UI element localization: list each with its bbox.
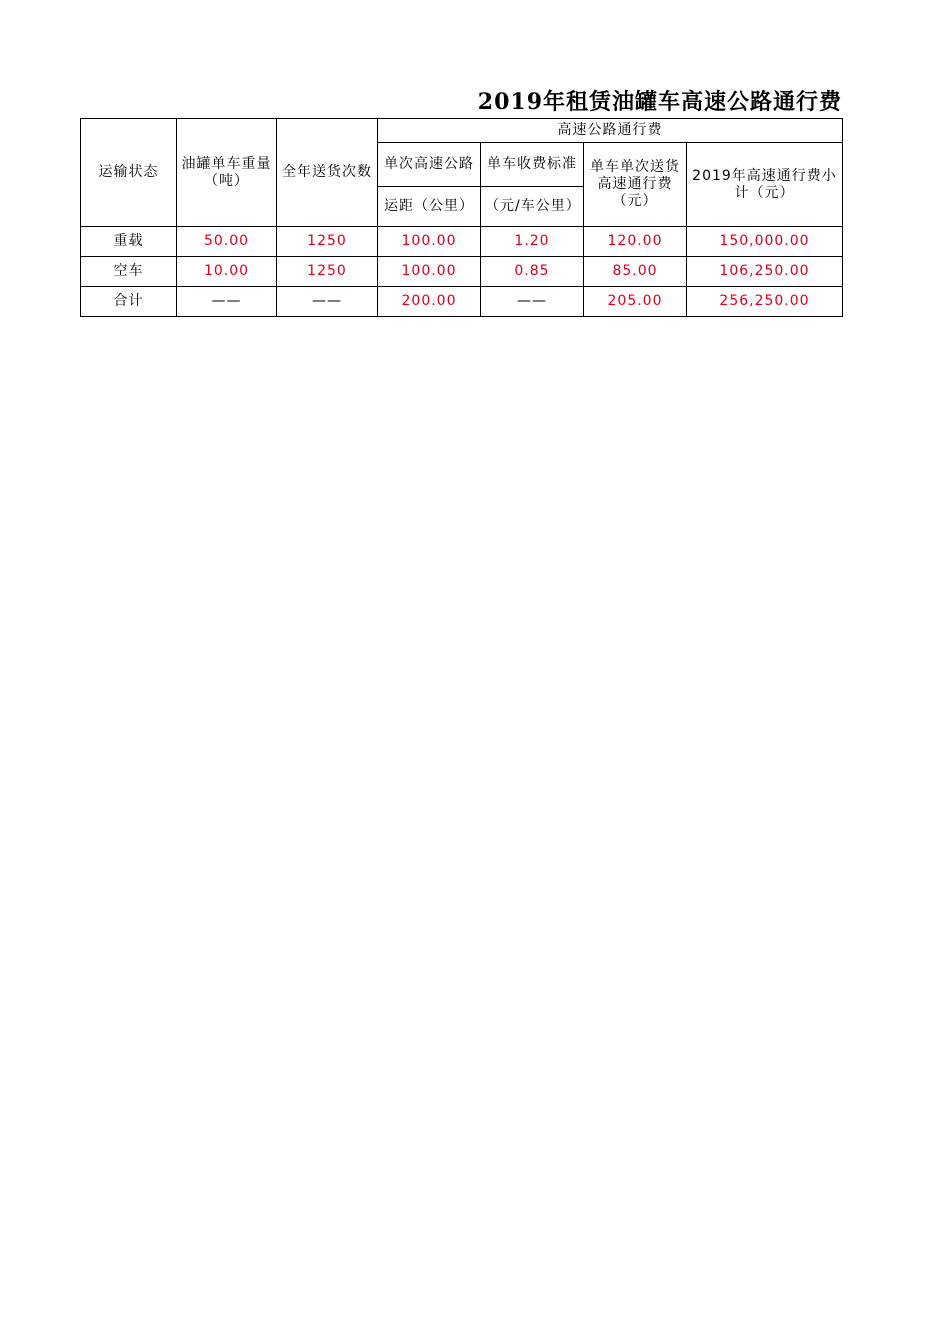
header-subtotal: 2019年高速通行费小计（元） [687,143,843,227]
header-status: 运输状态 [81,119,177,227]
cell-trips: 1250 [277,257,378,287]
cell-distance: 200.00 [378,287,481,317]
cell-single-fee: 120.00 [584,227,687,257]
cell-weight: 50.00 [177,227,277,257]
cell-subtotal: 150,000.00 [687,227,843,257]
toll-fee-table [80,118,843,317]
cell-weight: —— [177,287,277,317]
cell-distance: 100.00 [378,257,481,287]
table-row [81,227,843,257]
header-weight: 油罐单车重量（吨） [177,119,277,227]
cell-status: 合计 [81,287,177,317]
document-title: 2019年租赁油罐车高速公路通行费 [477,89,842,115]
cell-trips: —— [277,287,378,317]
header-row-group [81,119,843,143]
cell-weight: 10.00 [177,257,277,287]
cell-trips: 1250 [277,227,378,257]
header-rate-line1: 单车收费标准 [481,143,584,187]
table-row [81,257,843,287]
cell-rate: 0.85 [481,257,584,287]
cell-single-fee: 85.00 [584,257,687,287]
cell-status: 重载 [81,227,177,257]
cell-rate: —— [481,287,584,317]
cell-single-fee: 205.00 [584,287,687,317]
header-toll-group: 高速公路通行费 [378,119,843,143]
header-distance-line1: 单次高速公路 [378,143,481,187]
table-row-total [81,287,843,317]
header-trips: 全年送货次数 [277,119,378,227]
cell-status: 空车 [81,257,177,287]
header-single-fee: 单车单次送货高速通行费（元） [584,143,687,227]
cell-subtotal: 256,250.00 [687,287,843,317]
header-rate-line2: （元/车公里） [481,187,584,227]
cell-subtotal: 106,250.00 [687,257,843,287]
cell-distance: 100.00 [378,227,481,257]
cell-rate: 1.20 [481,227,584,257]
header-distance-line2: 运距（公里） [378,187,481,227]
